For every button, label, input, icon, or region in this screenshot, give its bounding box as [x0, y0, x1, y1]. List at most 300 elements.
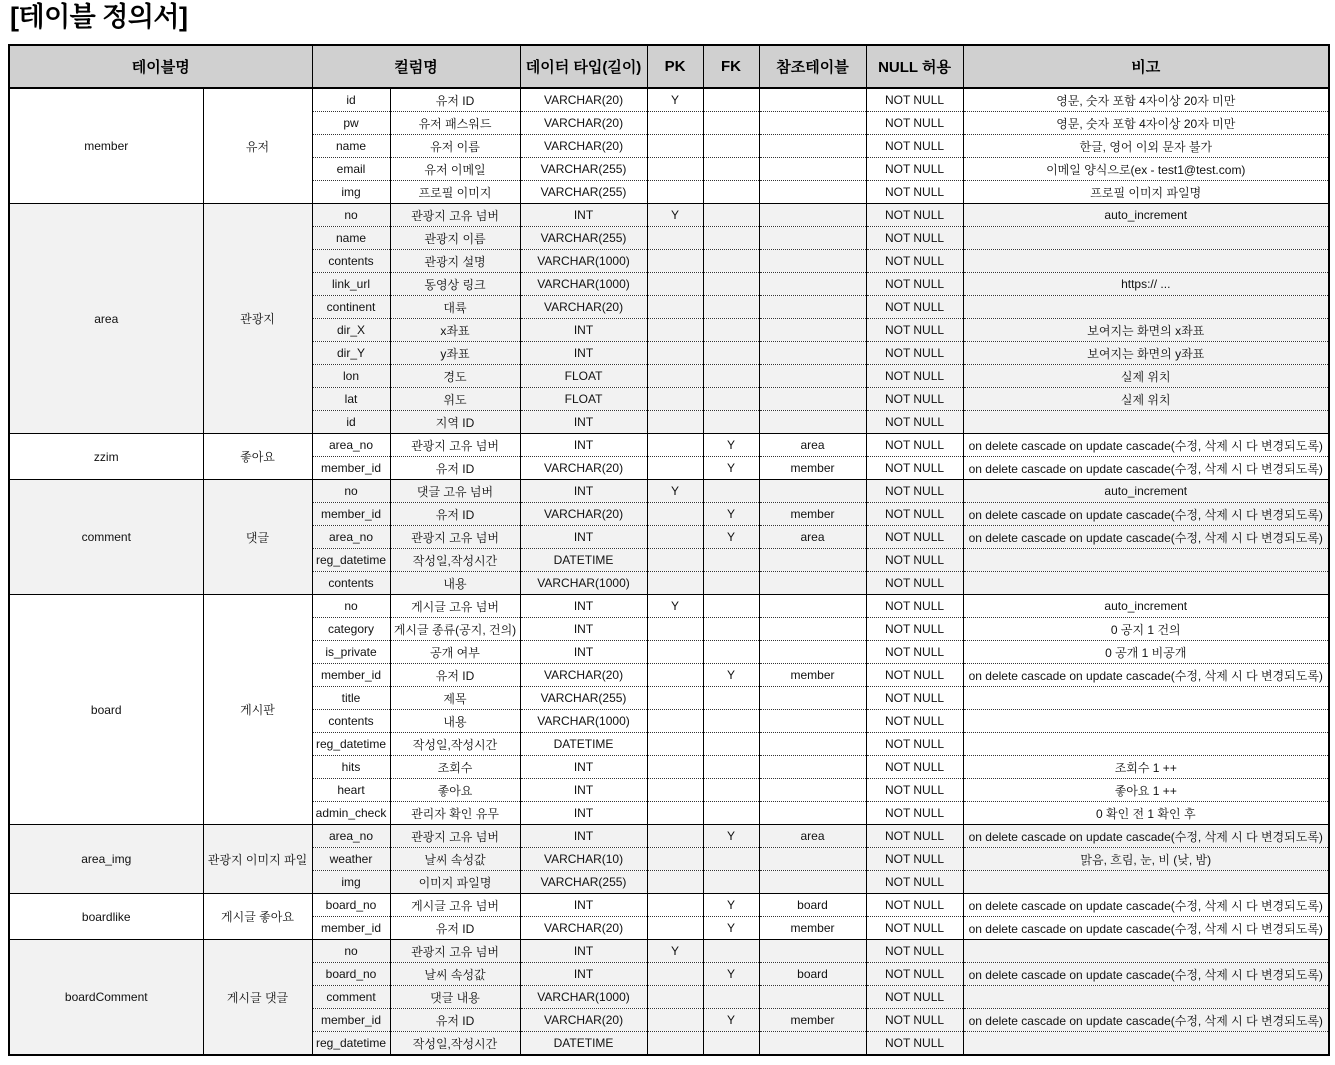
data-type-cell: DATETIME	[520, 549, 647, 572]
note-cell: auto_increment	[963, 204, 1329, 227]
ref-table-cell	[759, 871, 866, 894]
column-name-cell: reg_datetime	[312, 733, 390, 756]
note-cell: https:// ...	[963, 273, 1329, 296]
fk-cell	[703, 411, 759, 434]
note-cell: auto_increment	[963, 595, 1329, 618]
nullable-cell: NOT NULL	[866, 779, 963, 802]
pk-cell	[647, 411, 703, 434]
column-name-cell: img	[312, 871, 390, 894]
ref-table-cell	[759, 227, 866, 250]
column-name-cell: no	[312, 940, 390, 963]
fk-cell: Y	[703, 894, 759, 917]
note-cell: on delete cascade on update cascade(수정, 삭제 시 다 변경되도록)	[963, 434, 1329, 457]
column-name-cell: img	[312, 181, 390, 204]
pk-cell	[647, 227, 703, 250]
note-cell: 보여지는 화면의 y좌표	[963, 342, 1329, 365]
data-type-cell: VARCHAR(1000)	[520, 250, 647, 273]
nullable-cell: NOT NULL	[866, 549, 963, 572]
nullable-cell: NOT NULL	[866, 687, 963, 710]
data-type-cell: INT	[520, 434, 647, 457]
ref-table-cell	[759, 733, 866, 756]
fk-cell	[703, 204, 759, 227]
nullable-cell: NOT NULL	[866, 572, 963, 595]
ref-table-cell	[759, 112, 866, 135]
fk-cell	[703, 158, 759, 181]
ref-table-cell	[759, 618, 866, 641]
nullable-cell: NOT NULL	[866, 894, 963, 917]
note-cell: 한글, 영어 이외 문자 불가	[963, 135, 1329, 158]
nullable-cell: NOT NULL	[866, 388, 963, 411]
note-cell: on delete cascade on update cascade(수정, 삭제 시 다 변경되도록)	[963, 503, 1329, 526]
fk-cell	[703, 549, 759, 572]
data-type-cell: VARCHAR(20)	[520, 917, 647, 940]
nullable-cell: NOT NULL	[866, 319, 963, 342]
pk-cell	[647, 894, 703, 917]
column-desc-cell: 관리자 확인 유무	[390, 802, 520, 825]
data-type-cell: INT	[520, 641, 647, 664]
pk-cell	[647, 733, 703, 756]
column-desc-cell: 관광지 고유 넘버	[390, 204, 520, 227]
ref-table-cell	[759, 549, 866, 572]
data-type-cell: FLOAT	[520, 388, 647, 411]
fk-cell: Y	[703, 503, 759, 526]
ref-table-cell	[759, 1032, 866, 1056]
data-type-cell: VARCHAR(20)	[520, 503, 647, 526]
fk-cell	[703, 986, 759, 1009]
pk-cell	[647, 296, 703, 319]
fk-cell: Y	[703, 963, 759, 986]
fk-cell	[703, 135, 759, 158]
pk-cell	[647, 434, 703, 457]
column-name-cell: area_no	[312, 526, 390, 549]
data-type-cell: INT	[520, 825, 647, 848]
pk-cell	[647, 273, 703, 296]
fk-cell	[703, 802, 759, 825]
ref-table-cell	[759, 158, 866, 181]
note-cell	[963, 710, 1329, 733]
ref-table-cell: area	[759, 434, 866, 457]
column-desc-cell: 작성일,작성시간	[390, 1032, 520, 1056]
ref-table-cell	[759, 572, 866, 595]
data-type-cell: VARCHAR(10)	[520, 848, 647, 871]
note-cell: 영문, 숫자 포함 4자이상 20자 미만	[963, 112, 1329, 135]
nullable-cell: NOT NULL	[866, 664, 963, 687]
column-name-cell: board_no	[312, 963, 390, 986]
nullable-cell: NOT NULL	[866, 710, 963, 733]
nullable-cell: NOT NULL	[866, 342, 963, 365]
column-name-cell: id	[312, 411, 390, 434]
nullable-cell: NOT NULL	[866, 848, 963, 871]
table-row	[9, 204, 1329, 227]
nullable-cell: NOT NULL	[866, 917, 963, 940]
note-cell: on delete cascade on update cascade(수정, 삭제 시 다 변경되도록)	[963, 917, 1329, 940]
column-name-cell: is_private	[312, 641, 390, 664]
column-name-cell: contents	[312, 572, 390, 595]
column-desc-cell: 내용	[390, 710, 520, 733]
column-desc-cell: 동영상 링크	[390, 273, 520, 296]
data-type-cell: VARCHAR(20)	[520, 296, 647, 319]
data-type-cell: INT	[520, 204, 647, 227]
table-name: boardlike	[9, 894, 203, 940]
data-type-cell: INT	[520, 940, 647, 963]
table-desc: 게시판	[203, 595, 312, 825]
fk-cell	[703, 1032, 759, 1056]
column-desc-cell: 관광지 고유 넘버	[390, 940, 520, 963]
column-name-cell: email	[312, 158, 390, 181]
fk-cell: Y	[703, 457, 759, 480]
table-name: area	[9, 204, 203, 434]
column-desc-cell: 관광지 고유 넘버	[390, 434, 520, 457]
note-cell	[963, 733, 1329, 756]
column-desc-cell: 관광지 이름	[390, 227, 520, 250]
nullable-cell: NOT NULL	[866, 871, 963, 894]
pk-cell: Y	[647, 204, 703, 227]
fk-cell	[703, 618, 759, 641]
fk-cell	[703, 756, 759, 779]
fk-cell: Y	[703, 825, 759, 848]
nullable-cell: NOT NULL	[866, 595, 963, 618]
column-desc-cell: y좌표	[390, 342, 520, 365]
nullable-cell: NOT NULL	[866, 273, 963, 296]
note-cell	[963, 1032, 1329, 1056]
fk-cell	[703, 250, 759, 273]
ref-table-cell	[759, 319, 866, 342]
column-desc-cell: 프로필 이미지	[390, 181, 520, 204]
column-desc-cell: 이미지 파일명	[390, 871, 520, 894]
table-desc: 좋아요	[203, 434, 312, 480]
note-cell	[963, 296, 1329, 319]
pk-cell	[647, 319, 703, 342]
pk-cell	[647, 135, 703, 158]
data-type-cell: VARCHAR(1000)	[520, 572, 647, 595]
note-cell: 실제 위치	[963, 365, 1329, 388]
note-cell	[963, 250, 1329, 273]
data-type-cell: INT	[520, 526, 647, 549]
column-name-cell: hits	[312, 756, 390, 779]
note-cell: 0 공개 1 비공개	[963, 641, 1329, 664]
note-cell	[963, 687, 1329, 710]
ref-table-cell: area	[759, 825, 866, 848]
ref-table-cell	[759, 848, 866, 871]
table-name: board	[9, 595, 203, 825]
data-type-cell: VARCHAR(1000)	[520, 986, 647, 1009]
nullable-cell: NOT NULL	[866, 296, 963, 319]
data-type-cell: VARCHAR(1000)	[520, 710, 647, 733]
table-definition-sheet	[8, 44, 1330, 1056]
pk-cell	[647, 963, 703, 986]
table-row	[9, 480, 1329, 503]
table-row	[9, 894, 1329, 917]
column-desc-cell: 유저 ID	[390, 917, 520, 940]
column-desc-cell: 공개 여부	[390, 641, 520, 664]
note-cell	[963, 572, 1329, 595]
ref-table-cell	[759, 365, 866, 388]
pk-cell: Y	[647, 940, 703, 963]
pk-cell	[647, 112, 703, 135]
nullable-cell: NOT NULL	[866, 825, 963, 848]
column-name-cell: area_no	[312, 434, 390, 457]
nullable-cell: NOT NULL	[866, 457, 963, 480]
table-name: member	[9, 88, 203, 204]
pk-cell	[647, 871, 703, 894]
table-row	[9, 825, 1329, 848]
column-desc-cell: 게시글 고유 넘버	[390, 595, 520, 618]
column-name-cell: title	[312, 687, 390, 710]
pk-cell	[647, 687, 703, 710]
note-cell: 좋아요 1 ++	[963, 779, 1329, 802]
data-type-cell: VARCHAR(20)	[520, 135, 647, 158]
nullable-cell: NOT NULL	[866, 434, 963, 457]
column-name-cell: reg_datetime	[312, 1032, 390, 1056]
pk-cell	[647, 756, 703, 779]
header-nullable: NULL 허용	[866, 45, 963, 88]
nullable-cell: NOT NULL	[866, 135, 963, 158]
data-type-cell: VARCHAR(20)	[520, 112, 647, 135]
pk-cell	[647, 986, 703, 1009]
nullable-cell: NOT NULL	[866, 411, 963, 434]
data-type-cell: INT	[520, 802, 647, 825]
table-name: comment	[9, 480, 203, 595]
column-desc-cell: 유저 이름	[390, 135, 520, 158]
nullable-cell: NOT NULL	[866, 204, 963, 227]
pk-cell: Y	[647, 480, 703, 503]
nullable-cell: NOT NULL	[866, 480, 963, 503]
ref-table-cell	[759, 802, 866, 825]
column-name-cell: name	[312, 227, 390, 250]
table-desc: 유저	[203, 88, 312, 204]
column-desc-cell: 경도	[390, 365, 520, 388]
data-type-cell: INT	[520, 319, 647, 342]
column-desc-cell: 관광지 고유 넘버	[390, 825, 520, 848]
column-name-cell: id	[312, 88, 390, 112]
fk-cell: Y	[703, 1009, 759, 1032]
page-title: [테이블 정의서]	[10, 2, 188, 32]
note-cell: 영문, 숫자 포함 4자이상 20자 미만	[963, 88, 1329, 112]
nullable-cell: NOT NULL	[866, 526, 963, 549]
ref-table-cell	[759, 388, 866, 411]
column-desc-cell: 날씨 속성값	[390, 848, 520, 871]
pk-cell	[647, 549, 703, 572]
data-type-cell: INT	[520, 342, 647, 365]
table-row	[9, 595, 1329, 618]
table-row	[9, 434, 1329, 457]
pk-cell	[647, 342, 703, 365]
data-type-cell: DATETIME	[520, 733, 647, 756]
pk-cell: Y	[647, 595, 703, 618]
fk-cell	[703, 181, 759, 204]
note-cell	[963, 549, 1329, 572]
column-name-cell: category	[312, 618, 390, 641]
pk-cell	[647, 365, 703, 388]
column-desc-cell: 댓글 내용	[390, 986, 520, 1009]
ref-table-cell: member	[759, 917, 866, 940]
data-type-cell: INT	[520, 894, 647, 917]
ref-table-cell	[759, 687, 866, 710]
column-name-cell: no	[312, 204, 390, 227]
ref-table-cell	[759, 88, 866, 112]
table-desc: 관광지 이미지 파일	[203, 825, 312, 894]
pk-cell	[647, 618, 703, 641]
column-desc-cell: 위도	[390, 388, 520, 411]
header-table-name: 테이블명	[9, 45, 312, 88]
note-cell: on delete cascade on update cascade(수정, 삭제 시 다 변경되도록)	[963, 664, 1329, 687]
pk-cell	[647, 250, 703, 273]
column-desc-cell: 대륙	[390, 296, 520, 319]
table-name: zzim	[9, 434, 203, 480]
nullable-cell: NOT NULL	[866, 227, 963, 250]
header-column-name: 컬럼명	[312, 45, 520, 88]
note-cell: on delete cascade on update cascade(수정, 삭제 시 다 변경되도록)	[963, 894, 1329, 917]
column-name-cell: comment	[312, 986, 390, 1009]
column-desc-cell: 유저 패스워드	[390, 112, 520, 135]
nullable-cell: NOT NULL	[866, 733, 963, 756]
column-name-cell: member_id	[312, 1009, 390, 1032]
data-type-cell: INT	[520, 480, 647, 503]
data-type-cell: VARCHAR(255)	[520, 158, 647, 181]
data-type-cell: VARCHAR(255)	[520, 871, 647, 894]
column-name-cell: reg_datetime	[312, 549, 390, 572]
ref-table-cell	[759, 411, 866, 434]
fk-cell	[703, 88, 759, 112]
note-cell: on delete cascade on update cascade(수정, 삭제 시 다 변경되도록)	[963, 1009, 1329, 1032]
column-name-cell: contents	[312, 710, 390, 733]
ref-table-cell	[759, 940, 866, 963]
column-name-cell: link_url	[312, 273, 390, 296]
note-cell: on delete cascade on update cascade(수정, 삭제 시 다 변경되도록)	[963, 457, 1329, 480]
nullable-cell: NOT NULL	[866, 88, 963, 112]
fk-cell	[703, 940, 759, 963]
fk-cell	[703, 319, 759, 342]
fk-cell: Y	[703, 664, 759, 687]
data-type-cell: INT	[520, 779, 647, 802]
note-cell	[963, 871, 1329, 894]
pk-cell	[647, 641, 703, 664]
fk-cell	[703, 595, 759, 618]
nullable-cell: NOT NULL	[866, 641, 963, 664]
fk-cell: Y	[703, 526, 759, 549]
ref-table-cell	[759, 986, 866, 1009]
column-desc-cell: 유저 이메일	[390, 158, 520, 181]
note-cell: 0 확인 전 1 확인 후	[963, 802, 1329, 825]
fk-cell: Y	[703, 434, 759, 457]
note-cell: on delete cascade on update cascade(수정, 삭제 시 다 변경되도록)	[963, 825, 1329, 848]
ref-table-cell	[759, 756, 866, 779]
column-desc-cell: 댓글 고유 넘버	[390, 480, 520, 503]
ref-table-cell: member	[759, 1009, 866, 1032]
column-name-cell: name	[312, 135, 390, 158]
nullable-cell: NOT NULL	[866, 963, 963, 986]
note-cell: 프로필 이미지 파일명	[963, 181, 1329, 204]
table-desc: 게시글 댓글	[203, 940, 312, 1056]
nullable-cell: NOT NULL	[866, 1032, 963, 1056]
column-desc-cell: 유저 ID	[390, 457, 520, 480]
nullable-cell: NOT NULL	[866, 986, 963, 1009]
ref-table-cell: member	[759, 664, 866, 687]
note-cell: auto_increment	[963, 480, 1329, 503]
data-type-cell: INT	[520, 595, 647, 618]
fk-cell	[703, 112, 759, 135]
data-type-cell: VARCHAR(20)	[520, 457, 647, 480]
note-cell	[963, 411, 1329, 434]
pk-cell	[647, 158, 703, 181]
column-name-cell: member_id	[312, 664, 390, 687]
column-desc-cell: 좋아요	[390, 779, 520, 802]
nullable-cell: NOT NULL	[866, 365, 963, 388]
table-name: area_img	[9, 825, 203, 894]
column-desc-cell: 유저 ID	[390, 664, 520, 687]
note-cell: 이메일 양식으로(ex - test1@test.com)	[963, 158, 1329, 181]
pk-cell	[647, 457, 703, 480]
data-type-cell: INT	[520, 756, 647, 779]
column-name-cell: board_no	[312, 894, 390, 917]
nullable-cell: NOT NULL	[866, 618, 963, 641]
ref-table-cell: member	[759, 457, 866, 480]
column-name-cell: lat	[312, 388, 390, 411]
fk-cell	[703, 848, 759, 871]
ref-table-cell: member	[759, 503, 866, 526]
ref-table-cell: area	[759, 526, 866, 549]
pk-cell	[647, 526, 703, 549]
ref-table-cell: board	[759, 894, 866, 917]
nullable-cell: NOT NULL	[866, 940, 963, 963]
note-cell: 보여지는 화면의 x좌표	[963, 319, 1329, 342]
nullable-cell: NOT NULL	[866, 756, 963, 779]
table-name: boardComment	[9, 940, 203, 1056]
nullable-cell: NOT NULL	[866, 802, 963, 825]
ref-table-cell	[759, 250, 866, 273]
fk-cell	[703, 687, 759, 710]
note-cell: 0 공지 1 건의	[963, 618, 1329, 641]
column-name-cell: continent	[312, 296, 390, 319]
fk-cell	[703, 710, 759, 733]
fk-cell	[703, 871, 759, 894]
pk-cell: Y	[647, 88, 703, 112]
ref-table-cell: board	[759, 963, 866, 986]
table-desc: 댓글	[203, 480, 312, 595]
ref-table-cell	[759, 181, 866, 204]
ref-table-cell	[759, 204, 866, 227]
fk-cell	[703, 342, 759, 365]
column-name-cell: lon	[312, 365, 390, 388]
pk-cell	[647, 917, 703, 940]
data-type-cell: DATETIME	[520, 1032, 647, 1056]
column-desc-cell: 게시글 종류(공지, 건의)	[390, 618, 520, 641]
note-cell: 맑음, 흐림, 눈, 비 (낮, 밤)	[963, 848, 1329, 871]
data-type-cell: INT	[520, 411, 647, 434]
data-type-cell: INT	[520, 618, 647, 641]
ref-table-cell	[759, 595, 866, 618]
ref-table-cell	[759, 135, 866, 158]
note-cell: 조회수 1 ++	[963, 756, 1329, 779]
table-row	[9, 940, 1329, 963]
column-name-cell: member_id	[312, 503, 390, 526]
table-desc: 게시글 좋아요	[203, 894, 312, 940]
ref-table-cell	[759, 710, 866, 733]
header-note: 비고	[963, 45, 1329, 88]
column-desc-cell: 관광지 설명	[390, 250, 520, 273]
data-type-cell: VARCHAR(255)	[520, 181, 647, 204]
nullable-cell: NOT NULL	[866, 158, 963, 181]
fk-cell	[703, 733, 759, 756]
pk-cell	[647, 825, 703, 848]
note-cell	[963, 227, 1329, 250]
column-name-cell: member_id	[312, 457, 390, 480]
data-type-cell: VARCHAR(255)	[520, 687, 647, 710]
column-desc-cell: 유저 ID	[390, 503, 520, 526]
column-desc-cell: 게시글 고유 넘버	[390, 894, 520, 917]
fk-cell: Y	[703, 917, 759, 940]
column-desc-cell: 내용	[390, 572, 520, 595]
